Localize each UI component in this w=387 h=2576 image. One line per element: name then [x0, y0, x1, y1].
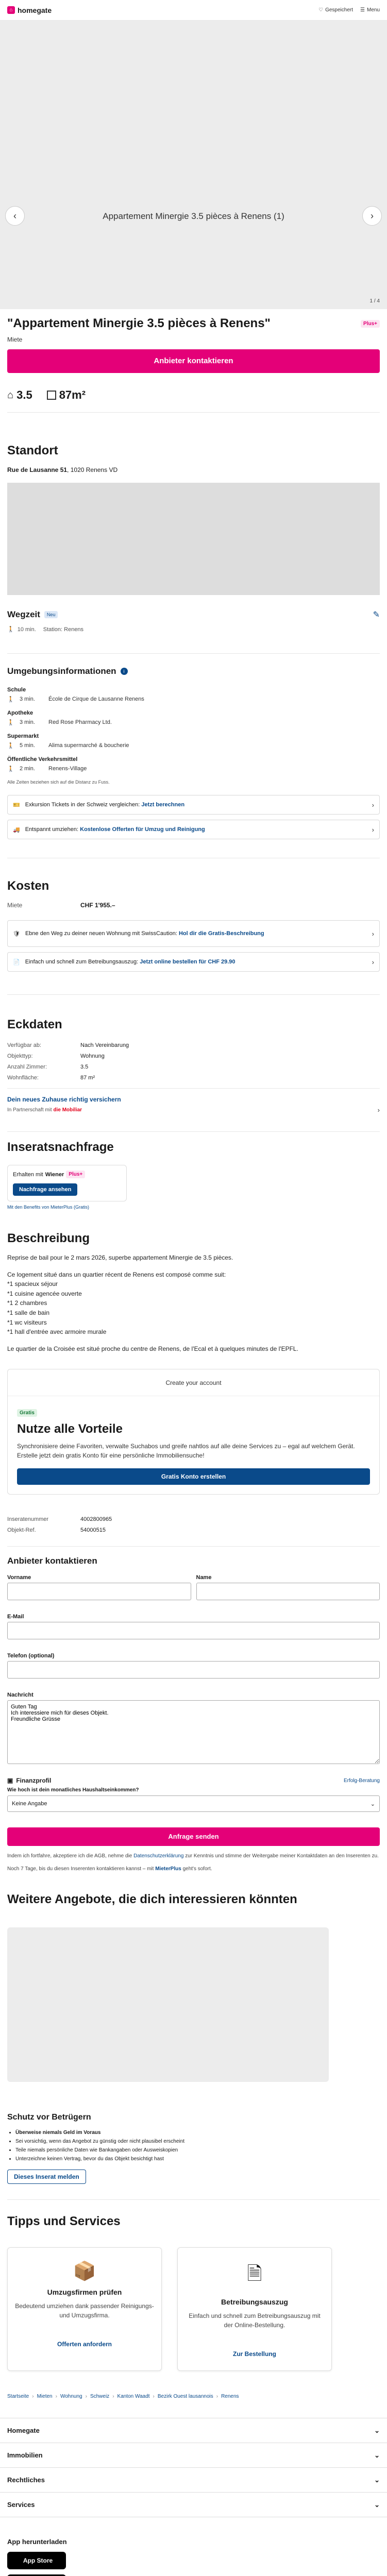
vorname-label: Vorname: [7, 1574, 31, 1581]
phone-input[interactable]: [7, 1661, 380, 1679]
tip2-description: Einfach und schnell zum Betreibungsauszug mit der Online-Bestellung.: [189, 2312, 321, 2329]
surroundings-place: Red Rose Pharmacy Ltd.: [48, 719, 112, 725]
description-list: [7, 1270, 380, 1337]
chevron-down-icon: ⌄: [374, 2500, 380, 2509]
address-street: Rue de Lausanne 51: [7, 466, 68, 473]
listing-type: Miete: [7, 336, 23, 343]
home-icon: ⌂: [7, 6, 15, 14]
email-input[interactable]: [7, 1622, 380, 1639]
chevron-right-icon: ›: [372, 958, 374, 966]
link1-bold: Jetzt berechnen: [141, 802, 185, 808]
inquiry-card: [7, 1165, 127, 1201]
logo-text: homegate: [18, 6, 52, 14]
surroundings-category: Öffentliche Verkehrsmittel: [7, 756, 78, 762]
description-line: *1 cuisine agencée ouverte: [7, 1290, 82, 1297]
surroundings-place: École de Cirque de Lausanne Renens: [48, 696, 144, 702]
description-heading: Beschreibung: [7, 1231, 90, 1245]
chevron-right-icon: ›: [372, 825, 374, 834]
rent-label: Miete: [7, 902, 23, 909]
shield-icon: 🛡: [13, 930, 20, 937]
costs-heading: Kosten: [7, 879, 49, 893]
surroundings-row: [7, 766, 380, 772]
chevron-down-icon: ⌄: [370, 1801, 375, 1807]
document-icon: 📄: [13, 959, 20, 965]
description-line: *1 spacieux séjour: [7, 1280, 58, 1288]
description-p3: Le quartier de la Croisée est situé proche du centre de Renens, de l'Ecal et à quelques minutes de l'EPFL.: [7, 1345, 298, 1352]
area-value: 87m²: [59, 388, 86, 401]
surroundings-time: 2 min.: [20, 766, 35, 772]
breadcrumb-item[interactable]: Schweiz: [90, 2394, 110, 2400]
surroundings-note: Alle Zeiten beziehen sich auf die Distanz zu Fuss.: [7, 779, 110, 785]
breadcrumb-separator-icon: ›: [32, 2394, 34, 2400]
truck-icon: 🚚: [13, 826, 20, 833]
breadcrumb-separator-icon: ›: [216, 2394, 218, 2400]
detail-value: Nach Vereinbarung: [80, 1042, 129, 1048]
tip2-prefix: Einfach und schnell zum Betreibungsauszug:: [25, 959, 139, 965]
rooms-value: 3.5: [16, 388, 32, 401]
view-inquiry-button[interactable]: Nachfrage ansehen: [13, 1183, 77, 1196]
footer-section[interactable]: [0, 2418, 387, 2443]
inquiry-plus-badge: Plus+: [66, 1171, 85, 1178]
route-time: 10 min.: [17, 626, 36, 633]
route-heading: Wegzeit: [7, 609, 40, 619]
location-map[interactable]: [7, 483, 380, 595]
detail-row: [7, 1053, 380, 1059]
homegate-logo[interactable]: [7, 6, 52, 14]
detail-row: [7, 1042, 380, 1048]
app-heading: App herunterladen: [7, 2538, 67, 2546]
message-textarea[interactable]: [7, 1700, 380, 1764]
detail-key: Wohnfläche:: [7, 1075, 39, 1081]
edit-route-icon[interactable]: ✎: [373, 611, 380, 619]
message-label: Nachricht: [7, 1692, 33, 1699]
ticket-icon: 🎫: [13, 802, 20, 808]
detail-key: Verfügbar ab:: [7, 1042, 42, 1048]
surroundings-group: [7, 733, 380, 749]
footer-sections: [0, 2418, 387, 2517]
breadcrumb-item[interactable]: Mieten: [37, 2394, 53, 2400]
tips-heading: Tipps und Services: [7, 2214, 121, 2229]
route-destination: Station: Renens: [43, 626, 84, 633]
chevron-right-icon: ›: [371, 210, 374, 221]
financing-link[interactable]: Erfolg-Beratung: [343, 1777, 380, 1784]
walking-icon: 🚶: [7, 697, 14, 703]
link2-bold: Kostenlose Offerten für Umzug und Reinigung: [80, 826, 205, 833]
detail-key: Objekttyp:: [7, 1053, 33, 1059]
breadcrumb-item[interactable]: Wohnung: [60, 2394, 82, 2400]
plus-badge: Plus+: [361, 320, 380, 328]
scam-item: • Sei vorsichtig, wenn das Angebot zu günstig oder nicht plausibel erscheint: [15, 2137, 380, 2146]
scam-item: • Teile niemals persönliche Daten wie Bankangaben oder Ausweiskopien: [15, 2146, 380, 2155]
surroundings-place: Alima supermarché & boucherie: [48, 742, 129, 749]
area-icon: [47, 391, 56, 400]
tip2-bold: Jetzt online bestellen für CHF 29.90: [140, 959, 235, 965]
contact-provider-button[interactable]: Anbieter kontaktieren: [7, 349, 380, 373]
tip-card-debt[interactable]: [177, 2247, 332, 2371]
id-row: [7, 1527, 380, 1533]
mobiliar-logo: die Mobiliar: [53, 1107, 82, 1113]
more-offers-carousel[interactable]: [7, 1927, 329, 2082]
breadcrumb-separator-icon: ›: [85, 2394, 87, 2400]
account-text: Synchronisiere deine Favoriten, verwalte Suchabos und greife nahtlos auf alle deine Services zu – egal auf welchem Gerät. Erstelle jetzt dein gratis Konto für eine persönliche Immobiliensuche!: [17, 1443, 355, 1460]
footer-section-label: Services: [7, 2501, 35, 2509]
description-line: *1 wc visiteurs: [7, 1318, 47, 1326]
scam-list: [15, 2128, 380, 2163]
description-line: *1 salle de bain: [7, 1309, 50, 1316]
id-row: [7, 1516, 380, 1522]
chevron-down-icon: ⌄: [374, 2476, 380, 2484]
inquiry-heading: Inseratsnachfrage: [7, 1140, 114, 1154]
moving-offers-link[interactable]: [7, 820, 380, 839]
detail-key: Anzahl Zimmer:: [7, 1064, 47, 1070]
tip2-text: [25, 959, 235, 965]
name-label: Name: [196, 1574, 212, 1581]
contact-heading: Anbieter kontaktieren: [7, 1556, 97, 1566]
surroundings-row: [7, 742, 380, 749]
tip1-title: Umzugsfirmen prüfen: [47, 2288, 122, 2297]
chevron-down-icon: ⌄: [374, 2451, 380, 2459]
account-card: [7, 1369, 380, 1495]
location-heading: Standort: [7, 444, 58, 457]
swisscaution-link[interactable]: [7, 920, 380, 947]
id-value: 54000515: [80, 1527, 106, 1534]
footer-section-label: Rechtliches: [7, 2476, 45, 2484]
insurance-partner-text: In Partnerschaft mit: [7, 1107, 52, 1113]
surroundings-list: [7, 687, 380, 772]
tip1-text: [25, 929, 264, 938]
household-value: Keine Angabe: [12, 1801, 47, 1807]
privacy-link[interactable]: Datenschutzerklärung: [133, 1853, 184, 1859]
inquiry-brand: Wiener: [45, 1171, 64, 1178]
footer-section-label: Immobilien: [7, 2451, 43, 2460]
insurance-partner: [7, 1107, 82, 1113]
detail-value: Wohnung: [80, 1053, 105, 1059]
free-badge: Gratis: [17, 1409, 37, 1417]
id-key: Inseratenummer: [7, 1516, 49, 1523]
description-line: *1 2 chambres: [7, 1299, 47, 1307]
chevron-down-icon: ⌄: [374, 2426, 380, 2434]
surroundings-time: 5 min.: [20, 742, 35, 749]
scam-item: • Überweise niemals Geld im Voraus: [15, 2128, 380, 2137]
scam-heading: Schutz vor Betrügern: [7, 2113, 91, 2122]
ticket-compare-link[interactable]: [7, 795, 380, 815]
tip1-prefix: Ebne den Weg zu deiner neuen Wohnung mit SwissCaution:: [25, 930, 177, 937]
breadcrumb-item[interactable]: Bezirk Ouest lausannois: [157, 2394, 213, 2400]
details-heading: Eckdaten: [7, 1018, 62, 1031]
name-input[interactable]: [196, 1583, 380, 1600]
walking-icon: 🚶: [7, 626, 14, 633]
detail-row: [7, 1075, 380, 1081]
breadcrumb: [7, 2394, 380, 2399]
description-line: Ce logement situé dans un quartier récent de Renens est composé comme suit:: [7, 1270, 226, 1278]
surroundings-time: 3 min.: [20, 719, 35, 725]
appstore-badge[interactable]: [7, 2552, 66, 2569]
moving-box-icon: 📦: [73, 2260, 96, 2282]
link1-text: [25, 802, 184, 808]
menu-label: Menu: [366, 7, 380, 13]
breadcrumb-item[interactable]: Kanton Waadt: [117, 2394, 150, 2400]
link1-prefix: Exkursion Tickets in der Schweiz vergleichen:: [25, 802, 140, 808]
email-label: E-Mail: [7, 1614, 24, 1620]
send-inquiry-button[interactable]: Anfrage senden: [7, 1827, 380, 1846]
reply-note: [7, 1866, 380, 1872]
info-icon[interactable]: i: [121, 668, 128, 675]
walking-icon: 🚶: [7, 720, 14, 726]
tip2-title: Betreibungsauszug: [221, 2298, 288, 2307]
surroundings-place: Renens-Village: [48, 766, 87, 772]
hamburger-icon: ☰: [360, 7, 365, 13]
financing-label: [7, 1777, 51, 1784]
gallery-counter: 1 / 4: [369, 298, 380, 304]
footer-section[interactable]: [0, 2493, 387, 2517]
favorites-label: Gespeichert: [325, 7, 354, 13]
surroundings-category: Supermarkt: [7, 733, 39, 739]
inquiry-text: Erhalten mit: [13, 1171, 43, 1178]
listing-ids: [7, 1516, 380, 1533]
link2-text: [25, 826, 205, 833]
tip1-link[interactable]: Offerten anfordern: [57, 2341, 112, 2348]
footer-section[interactable]: [0, 2468, 387, 2493]
mieterplus-link[interactable]: MieterPlus: [155, 1866, 181, 1872]
link2-prefix: Entspannt umziehen:: [25, 826, 79, 833]
inquiry-text-row: [13, 1171, 121, 1178]
surroundings-category: Schule: [7, 687, 26, 693]
chevron-right-icon: ›: [372, 929, 374, 938]
legal-suffix: zur Kenntnis und stimme der Weitergabe meiner Kontaktdaten an den Inserenten zu.: [185, 1853, 379, 1859]
id-key: Objekt-Ref.: [7, 1527, 36, 1534]
household-select[interactable]: [7, 1795, 380, 1812]
detail-value: 3.5: [80, 1064, 89, 1070]
surroundings-group: [7, 687, 380, 703]
surroundings-group: [7, 710, 380, 726]
listing-title: "Appartement Minergie 3.5 pièces à Renens": [7, 316, 271, 330]
breadcrumb-separator-icon: ›: [55, 2394, 57, 2400]
more-offers-heading: Weitere Angebote, die dich interessieren könnten: [7, 1892, 297, 1907]
wallet-icon: ▣: [7, 1777, 13, 1785]
reply-note-prefix: Noch 7 Tage, bis du diesen Inserenten kontaktieren kannst – mit: [7, 1866, 154, 1872]
detail-value: 87 m²: [80, 1075, 95, 1081]
breadcrumb-separator-icon: ›: [153, 2394, 155, 2400]
footer-section-label: Homegate: [7, 2427, 40, 2435]
chevron-left-icon: ‹: [13, 210, 16, 221]
top-header: [0, 0, 387, 21]
image-gallery[interactable]: [0, 21, 387, 309]
gallery-caption: Appartement Minergie 3.5 pièces à Renens (1): [103, 211, 284, 221]
house-icon: ⌂: [7, 389, 14, 401]
chevron-right-icon[interactable]: ›: [377, 1106, 380, 1114]
create-account-button[interactable]: Gratis Konto erstellen: [17, 1468, 370, 1485]
detail-row: [7, 1064, 380, 1070]
surroundings-row: [7, 719, 380, 726]
favorites-button[interactable]: [318, 7, 353, 13]
rent-value: CHF 1'955.–: [80, 902, 115, 909]
description-p1: Reprise de bail pour le 2 mars 2026, superbe appartement Minergie de 3.5 pièces.: [7, 1254, 233, 1261]
debt-extract-link[interactable]: [7, 952, 380, 972]
footer-section[interactable]: [0, 2443, 387, 2468]
breadcrumb-item[interactable]: Startseite: [7, 2394, 29, 2400]
vorname-input[interactable]: [7, 1583, 191, 1600]
address: [7, 466, 380, 473]
report-listing-button[interactable]: Dieses Inserat melden: [7, 2170, 86, 2184]
surroundings-time: 3 min.: [20, 696, 35, 702]
surroundings-row: [7, 696, 380, 703]
document-search-icon: 🗎: [247, 2263, 262, 2284]
inquiry-note[interactable]: Mit den Benefits von MieterPlus (Gratis): [7, 1205, 90, 1210]
account-heading: Nutze alle Vorteile: [17, 1422, 123, 1436]
details-list: [7, 1042, 380, 1081]
tip1-description: Bedeutend umziehen dank passender Reinigungs- und Umzugsfirma.: [15, 2302, 154, 2319]
phone-label: Telefon (optional): [7, 1653, 55, 1659]
heart-icon: ♡: [318, 7, 324, 13]
new-badge: Neu: [44, 611, 58, 618]
walking-icon: 🚶: [7, 743, 14, 749]
chevron-right-icon: ›: [372, 801, 374, 809]
address-city: , 1020 Renens VD: [67, 466, 118, 473]
menu-button[interactable]: [360, 7, 380, 13]
tip1-bold: Hol dir die Gratis-Beschreibung: [178, 930, 264, 937]
description-line: *1 hall d'entrée avec armoire murale: [7, 1328, 107, 1336]
tip2-link[interactable]: Zur Bestellung: [232, 2350, 276, 2358]
scam-item: • Unterzeichne keinen Vertrag, bevor du das Objekt besichtigt hast: [15, 2155, 380, 2163]
household-question: Wie hoch ist dein monatliches Haushaltseinkommen?: [7, 1787, 139, 1793]
appstore-label: App Store: [23, 2557, 53, 2565]
reply-note-suffix: geht's sofort.: [182, 1866, 212, 1872]
surroundings-category: Apotheke: [7, 710, 33, 716]
financing-title: Finanzprofil: [16, 1777, 52, 1785]
legal-text: [7, 1852, 380, 1860]
account-top: Create your account: [8, 1369, 379, 1396]
surroundings-group: [7, 756, 380, 772]
walking-icon: 🚶: [7, 766, 14, 772]
gallery-next-button[interactable]: [362, 206, 382, 226]
breadcrumb-item: Renens: [221, 2394, 239, 2400]
breadcrumb-separator-icon: ›: [112, 2394, 114, 2400]
legal-prefix: Indem ich fortfahre, akzeptiere ich die AGB, nehme die: [7, 1853, 132, 1859]
description-text: [7, 1253, 380, 1353]
tip-card-moving[interactable]: [7, 2247, 162, 2371]
insurance-link[interactable]: Dein neues Zuhause richtig versichern: [7, 1096, 121, 1103]
id-value: 4002800965: [80, 1516, 112, 1523]
surroundings-heading: Umgebungsinformationen: [7, 666, 116, 676]
